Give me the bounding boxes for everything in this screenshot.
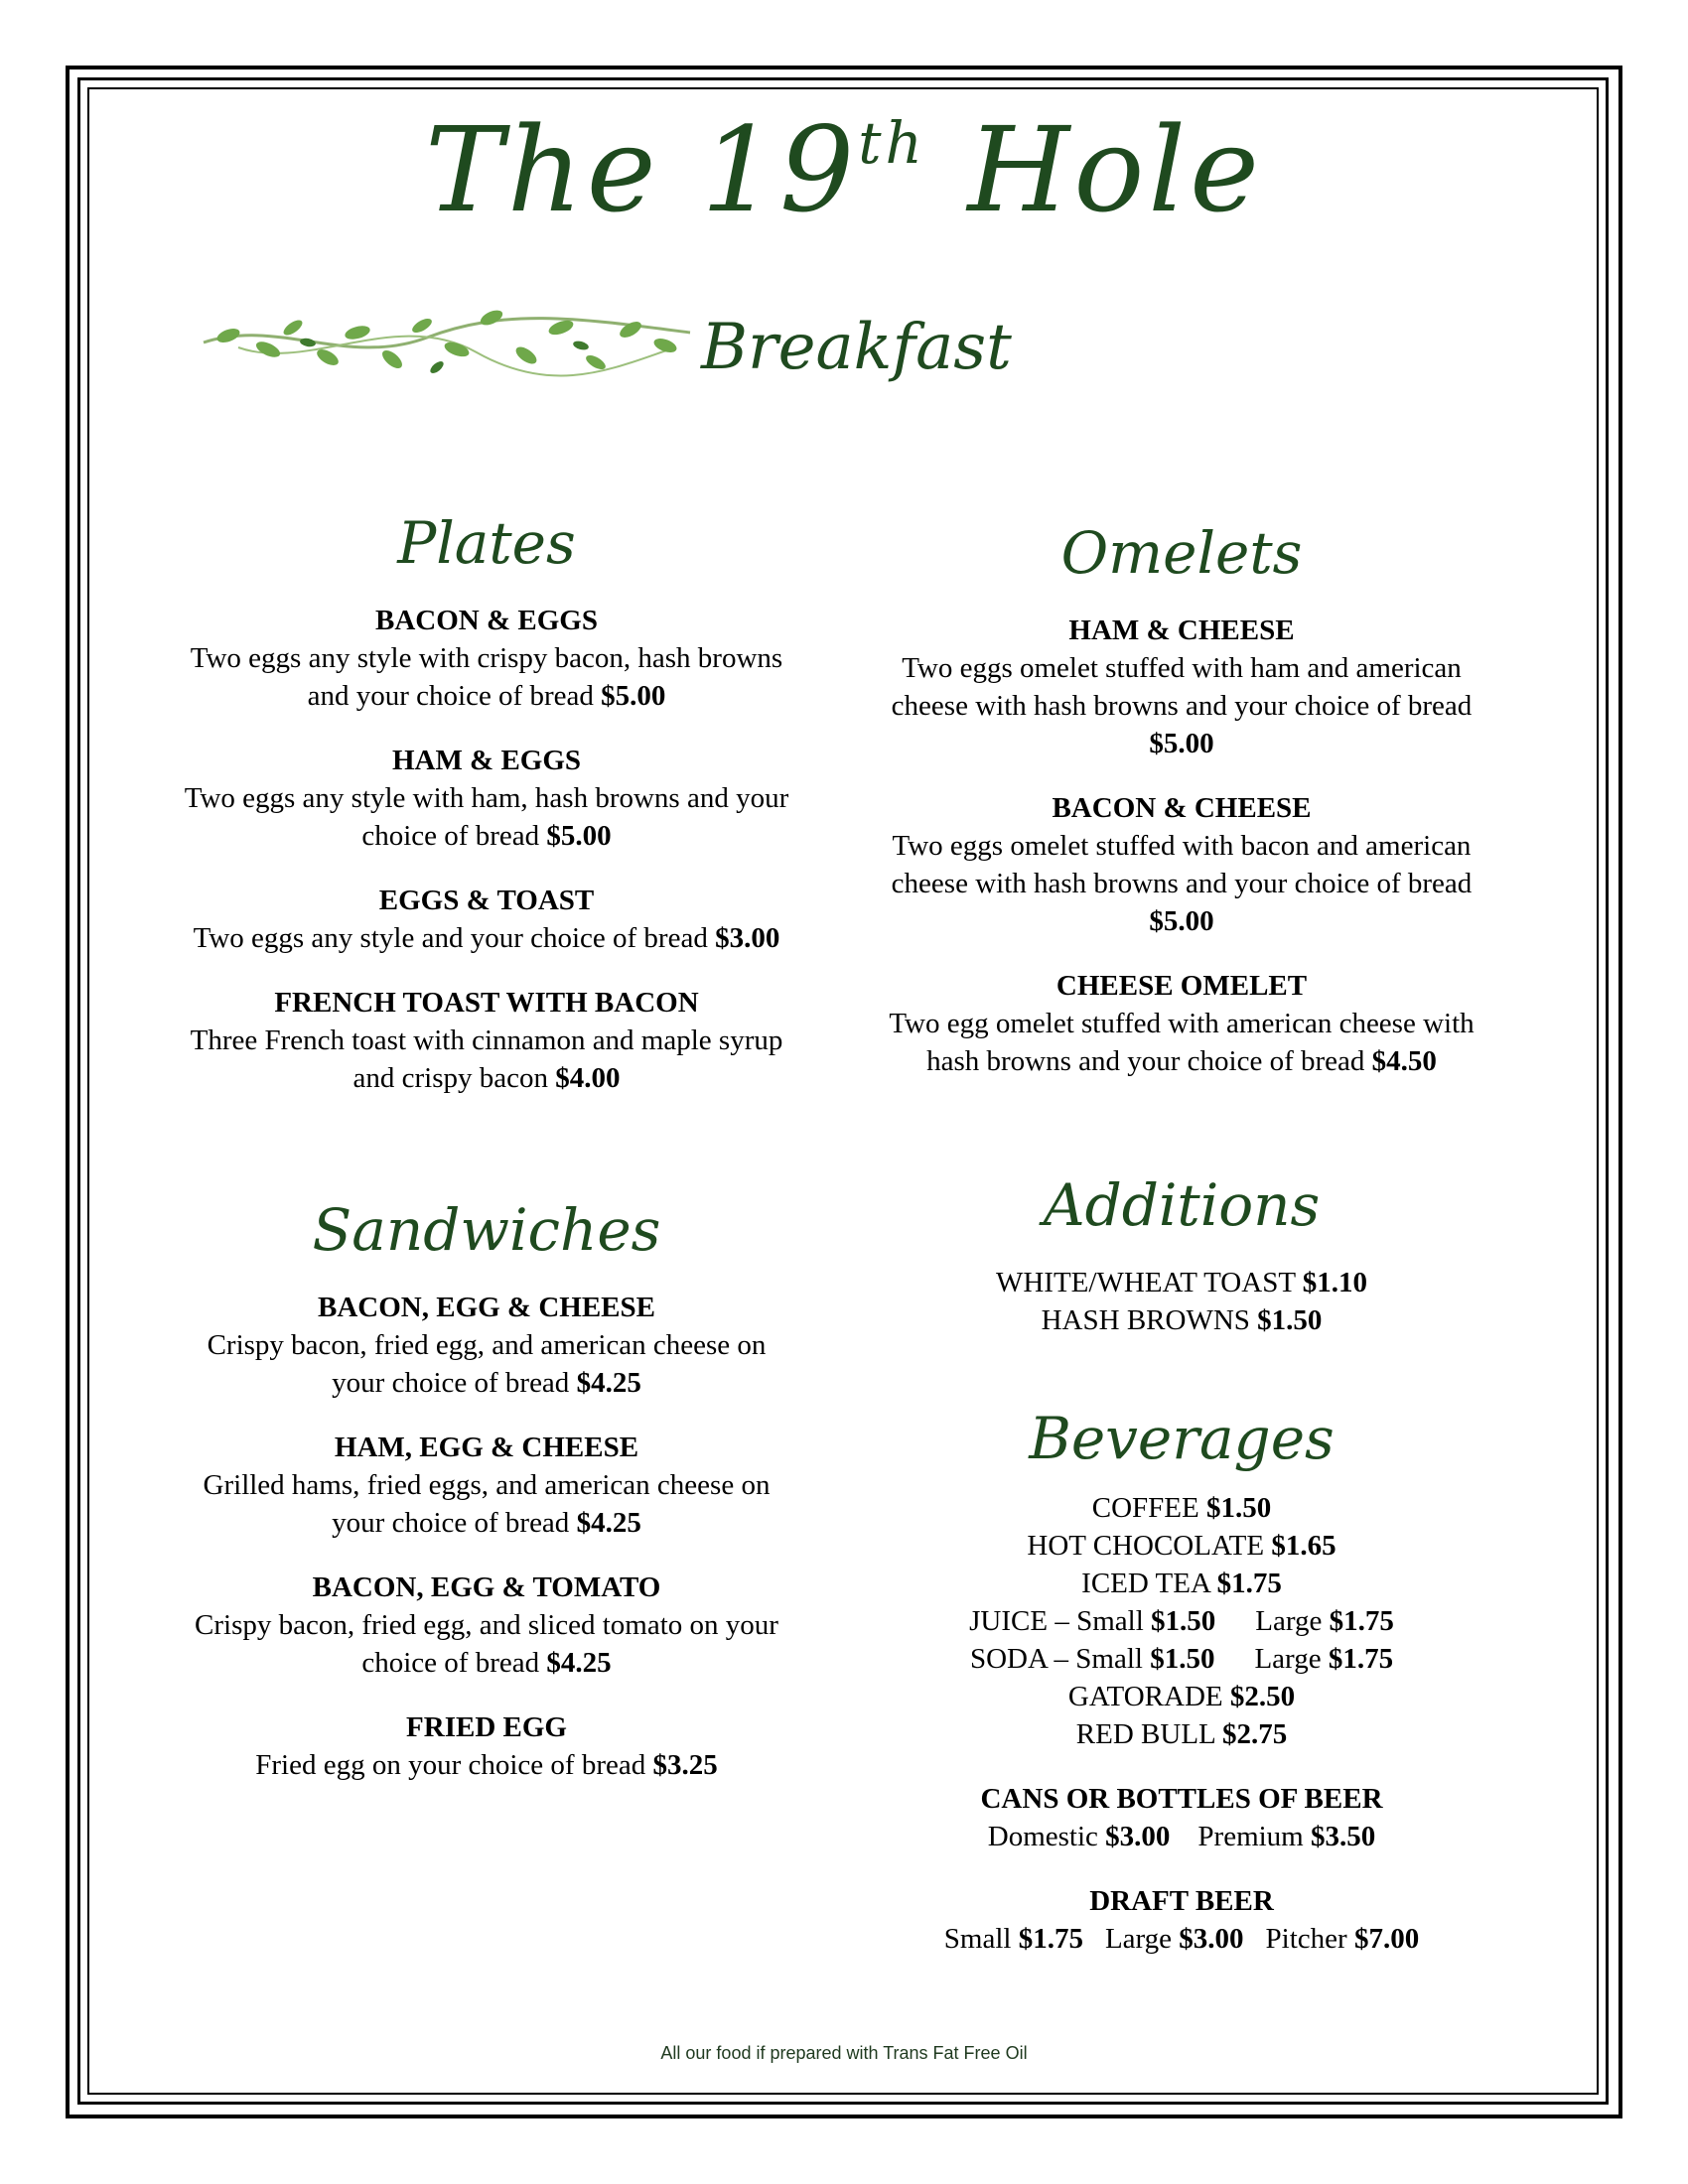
- item-description: Two egg omelet stuffed with american cheese with hash browns and your choice of bread $4.50: [889, 1008, 1475, 1077]
- item-name: BACON, EGG & TOMATO: [312, 1571, 661, 1603]
- item-description: Small $1.75 Large $3.00 Pitcher $7.00: [943, 1923, 1420, 1955]
- item-price: $3.25: [652, 1749, 718, 1781]
- menu-item: [179, 602, 794, 715]
- item-price: $1.10: [1302, 1267, 1368, 1298]
- item-price: $5.00: [601, 680, 666, 712]
- item-description: Grilled hams, fried eggs, and american cheese on your choice of bread $4.25: [203, 1469, 771, 1539]
- menu-subtitle: Breakfast: [701, 311, 1012, 384]
- item-price: $5.00: [1149, 728, 1214, 759]
- item-description: Crispy bacon, fried egg, and sliced tomato on your choice of bread $4.25: [195, 1609, 778, 1679]
- item-name: CHEESE OMELET: [1055, 970, 1308, 1002]
- item-name: HAM & CHEESE: [1068, 614, 1295, 646]
- item-name: DRAFT BEER: [1089, 1885, 1274, 1917]
- omelets-section: [874, 519, 1489, 1107]
- addition-line: HASH BROWNS $1.50: [1041, 1304, 1323, 1336]
- sandwiches-section: [179, 1196, 794, 1811]
- section-heading-plates: Plates: [397, 509, 576, 577]
- beverage-line: JUICE – Small $1.50 Large $1.75: [969, 1605, 1394, 1637]
- item-description: Two eggs any style and your choice of bread $3.00: [193, 922, 780, 954]
- item-price: $4.00: [555, 1062, 621, 1094]
- beverage-line: RED BULL $2.75: [1075, 1718, 1288, 1750]
- item-name: EGGS & TOAST: [378, 885, 595, 916]
- beverage-line: GATORADE $2.50: [1067, 1681, 1296, 1712]
- item-name: CANS OR BOTTLES OF BEER: [980, 1783, 1383, 1815]
- menu-item: [179, 1708, 794, 1784]
- item-price: $3.00: [715, 922, 780, 954]
- item-price: $4.25: [576, 1367, 641, 1399]
- item-description: Domestic $3.00 Premium $3.50: [987, 1821, 1376, 1852]
- footer-note: All our food if prepared with Trans Fat Free Oil: [660, 2043, 1028, 2063]
- menu-item: [179, 882, 794, 957]
- section-heading-additions: Additions: [1043, 1171, 1321, 1239]
- item-price: $4.25: [546, 1647, 612, 1679]
- item-name: BACON & CHEESE: [1052, 792, 1312, 824]
- item-description: Two eggs any style with crispy bacon, hash browns and your choice of bread $5.00: [190, 642, 783, 712]
- restaurant-title: [0, 101, 1688, 238]
- menu-item: [179, 1429, 794, 1542]
- item-name: HAM & EGGS: [391, 745, 582, 776]
- item-price: $1.50: [1257, 1304, 1323, 1336]
- section-heading-sandwiches: Sandwiches: [312, 1196, 661, 1264]
- item-price: $4.50: [1371, 1045, 1437, 1077]
- item-price: $4.25: [576, 1507, 641, 1539]
- item-description: Fried egg on your choice of bread $3.25: [255, 1749, 718, 1781]
- menu-item: [179, 742, 794, 855]
- menu-item: [874, 789, 1489, 940]
- item-price: $5.00: [546, 820, 612, 852]
- menu-item: [874, 612, 1489, 762]
- plates-section: [179, 509, 794, 1124]
- beverage-line: HOT CHOCOLATE $1.65: [1027, 1530, 1336, 1562]
- menu-item: [179, 1289, 794, 1402]
- section-heading-beverages: Beverages: [1029, 1405, 1335, 1472]
- title-main: The 19: [425, 101, 859, 238]
- draft-beer-block: [874, 1882, 1489, 1958]
- beverage-line: SODA – Small $1.50 Large $1.75: [969, 1643, 1394, 1675]
- item-description: Two eggs omelet stuffed with ham and american cheese with hash browns and your choice of bread $5.00: [891, 652, 1473, 759]
- additions-section: [874, 1171, 1489, 1339]
- section-heading-omelets: Omelets: [1060, 519, 1303, 587]
- item-name: BACON, EGG & CHEESE: [318, 1292, 655, 1323]
- vine-decoration-icon: [199, 288, 695, 397]
- menu-item: [179, 984, 794, 1097]
- item-name: BACON & EGGS: [375, 605, 598, 636]
- title-superscript: th: [858, 109, 926, 177]
- item-name: HAM, EGG & CHEESE: [334, 1432, 639, 1463]
- title-end: Hole: [925, 101, 1263, 238]
- item-description: Three French toast with cinnamon and maple syrup and crispy bacon $4.00: [190, 1024, 783, 1094]
- beverage-line: COFFEE $1.50: [1091, 1492, 1272, 1524]
- item-name: FRENCH TOAST WITH BACON: [274, 987, 699, 1019]
- menu-item: [874, 967, 1489, 1080]
- item-description: Two eggs any style with ham, hash browns and your choice of bread $5.00: [184, 782, 789, 852]
- addition-line: WHITE/WHEAT TOAST $1.10: [995, 1267, 1368, 1298]
- menu-item: [179, 1569, 794, 1682]
- item-description: Two eggs omelet stuffed with bacon and american cheese with hash browns and your choice of bread $5.00: [891, 830, 1473, 937]
- beverage-line: ICED TEA $1.75: [1081, 1568, 1282, 1599]
- item-name: FRIED EGG: [406, 1711, 567, 1743]
- beverages-section: [874, 1405, 1489, 1984]
- item-price: $5.00: [1149, 905, 1214, 937]
- beer-cans-block: [874, 1780, 1489, 1855]
- item-description: Crispy bacon, fried egg, and american cheese on your choice of bread $4.25: [207, 1329, 767, 1399]
